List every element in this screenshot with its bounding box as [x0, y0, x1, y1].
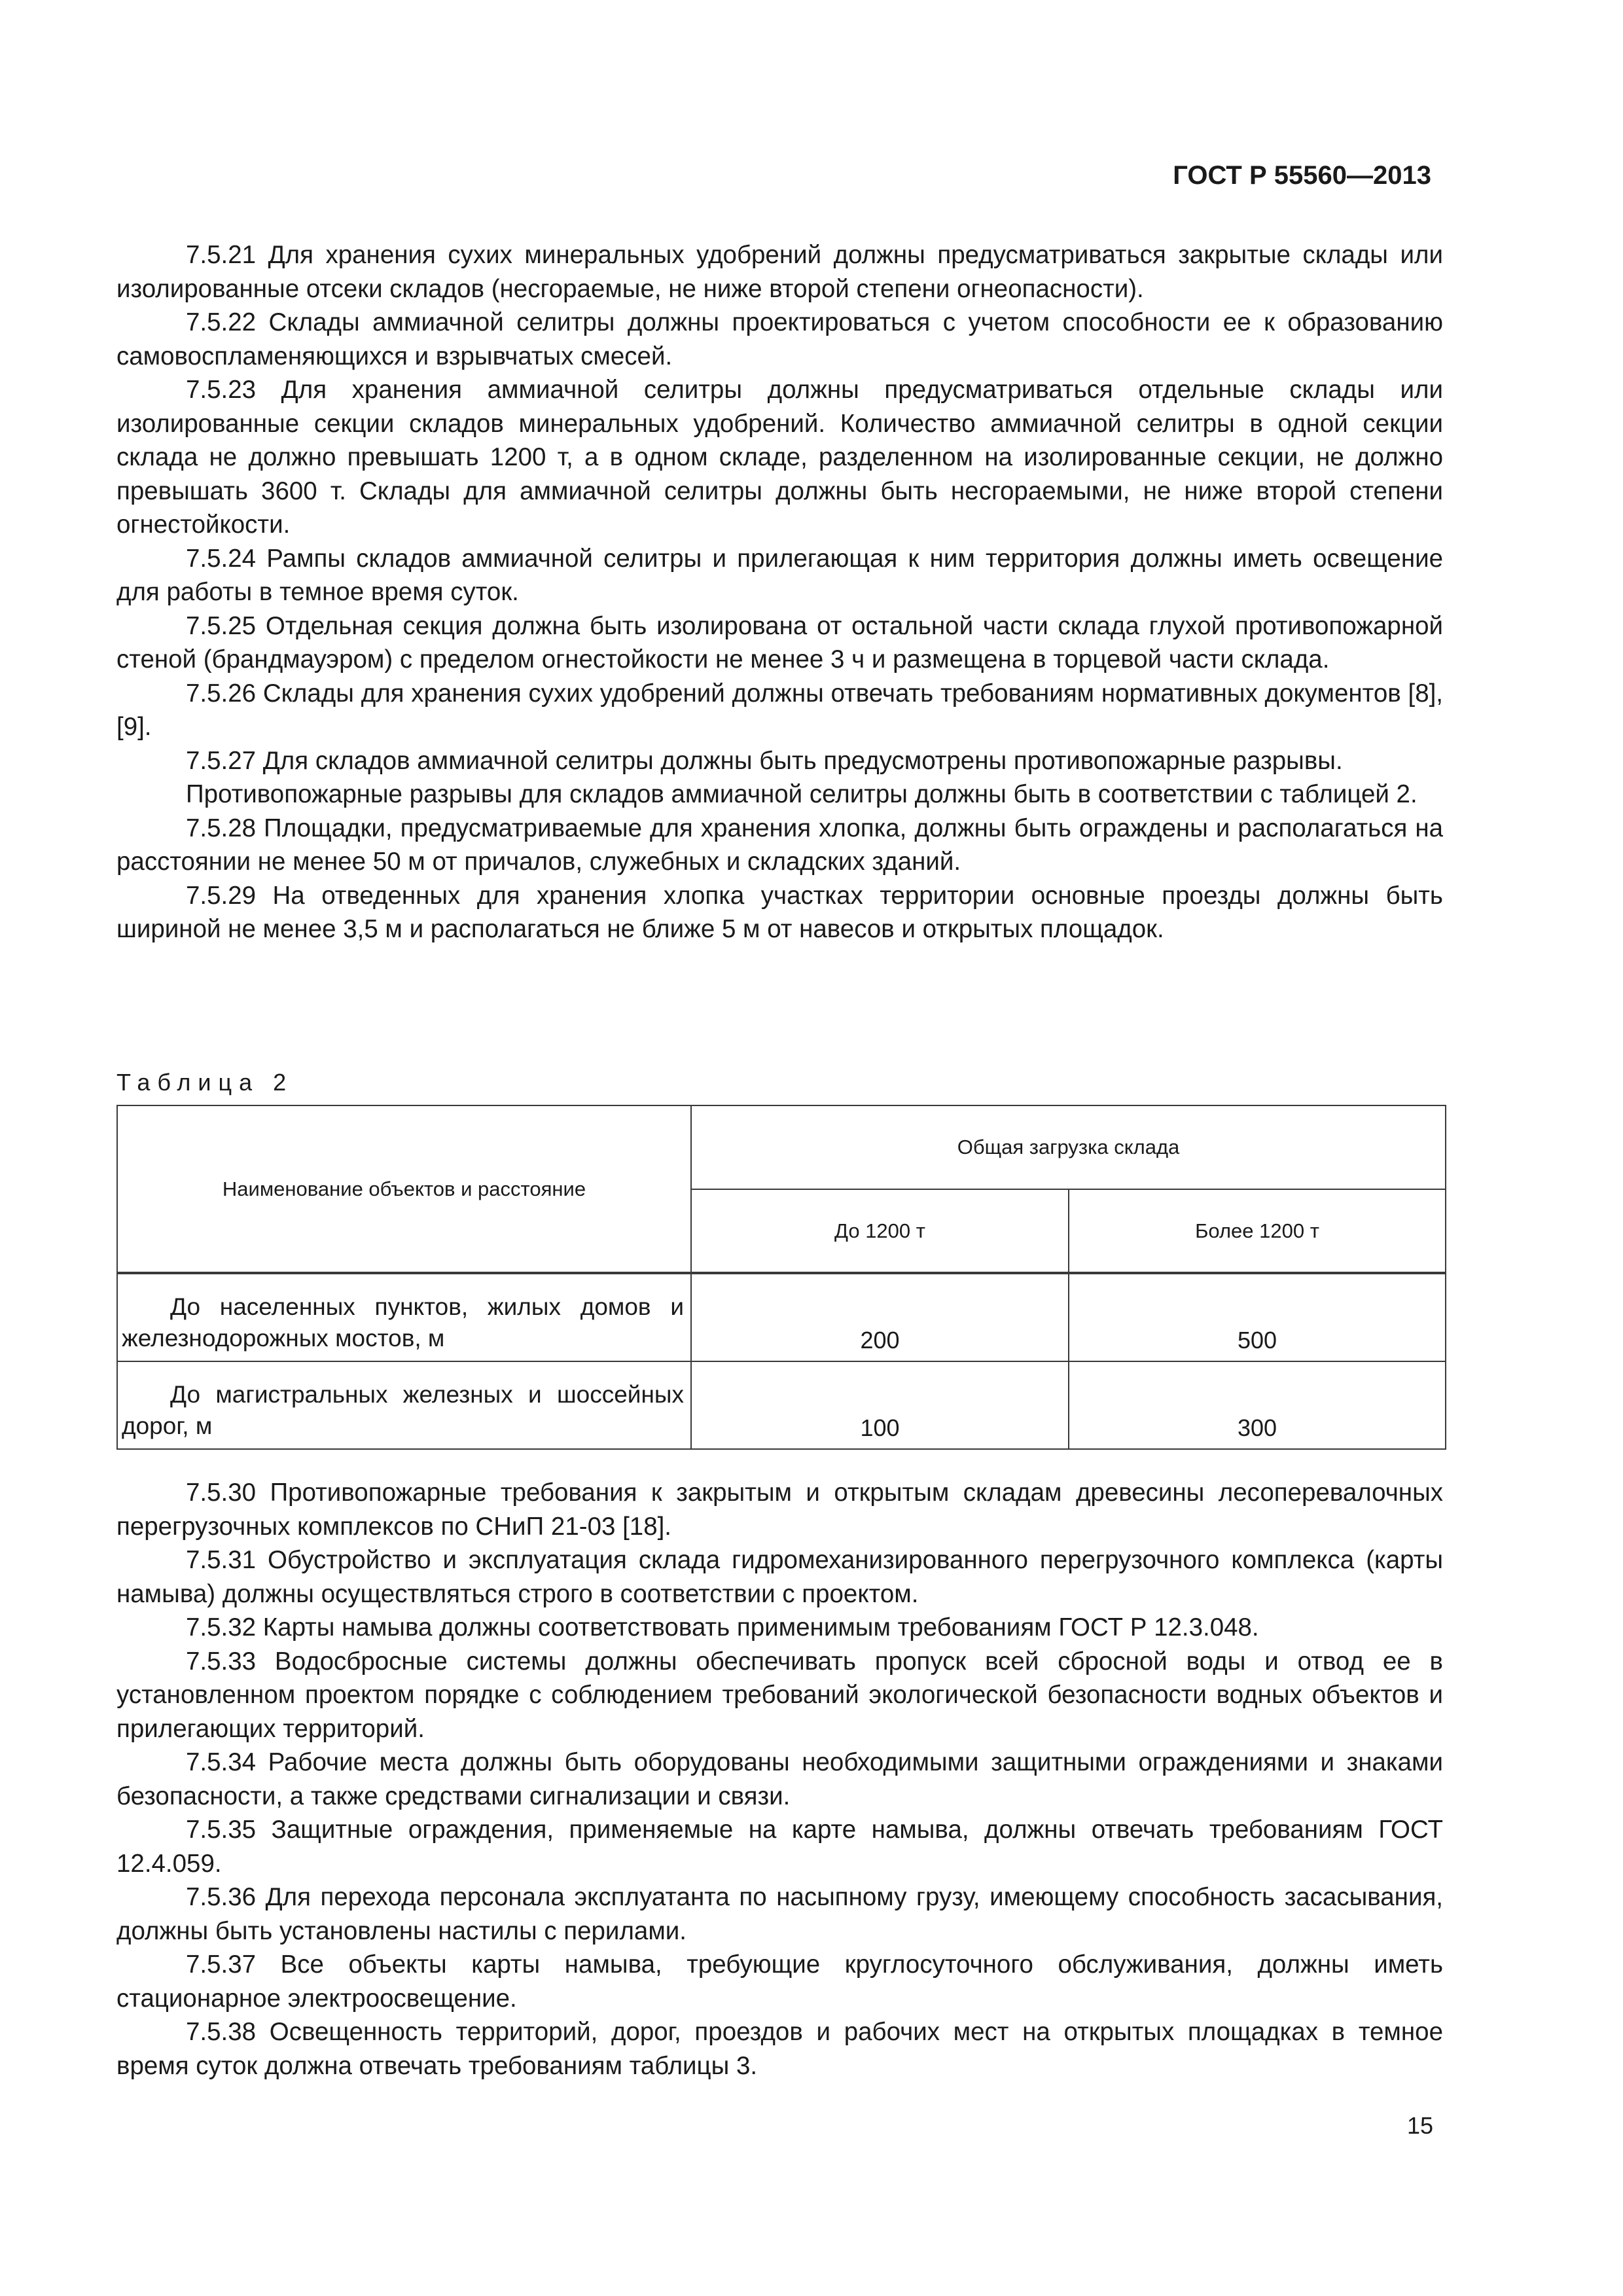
row-name-text: До населенных пунктов, жилых домов и железнодорожных мостов, м	[122, 1293, 684, 1352]
paragraph: 7.5.36 Для перехода персонала эксплуатанта по насыпному грузу, имеющему способность засасывания, должны быть установлены настилы с перилами.	[116, 1883, 1443, 1945]
paragraphs-before-table	[116, 238, 1443, 946]
paragraph: 7.5.28 Площадки, предусматриваемые для хранения хлопка, должны быть ограждены и располагаться на расстоянии не менее 50 м от причалов, служебных и складских зданий.	[116, 814, 1443, 876]
row-value-cell: 500	[1069, 1273, 1446, 1361]
page-number: 15	[1406, 2112, 1433, 2139]
header-col2-cell: Более 1200 т	[1069, 1189, 1446, 1273]
header-group-cell: Общая загрузка склада	[691, 1105, 1446, 1189]
row-name-text: До магистральных железных и шоссейных дорог, м	[122, 1381, 684, 1439]
table-row	[117, 1273, 1446, 1361]
header-name-cell: Наименование объектов и расстояние	[117, 1105, 691, 1273]
paragraph: 7.5.24 Рампы складов аммиачной селитры и прилегающая к ним территория должны иметь освещение для работы в темное время суток.	[116, 544, 1443, 606]
paragraph: 7.5.32 Карты намыва должны соответствовать применимым требованиям ГОСТ Р 12.3.048.	[186, 1613, 1259, 1641]
distance-table	[116, 1105, 1446, 1450]
row-name-cell	[117, 1273, 691, 1361]
paragraph: 7.5.22 Склады аммиачной селитры должны проектироваться с учетом способности ее к образованию самовоспламеняющихся и взрывчатых смесей.	[116, 308, 1443, 370]
table-title: Таблица 2	[116, 1069, 294, 1096]
paragraph: 7.5.34 Рабочие места должны быть оборудованы необходимыми защитными ограждениями и знаками безопасности, а также средствами сигнализации и связи.	[116, 1748, 1443, 1810]
paragraph: 7.5.30 Противопожарные требования к закрытым и открытым складам древесины лесоперевалочных перегрузочных комплексов по СНиП 21-03 [18].	[116, 1479, 1443, 1541]
paragraph: 7.5.21 Для хранения сухих минеральных удобрений должны предусматриваться закрытые склады или изолированные отсеки складов (несгораемые, не ниже второй степени огнеопасности).	[116, 241, 1443, 303]
paragraph: 7.5.33 Водосбросные системы должны обеспечивать пропуск всей сбросной воды и отвод ее в установленном проектом порядке с соблюдением требований экологической безопасности водных объектов и прилегающих территорий.	[116, 1647, 1443, 1743]
row-value-cell: 300	[1069, 1361, 1446, 1449]
paragraph: 7.5.31 Обустройство и эксплуатация склада гидромеханизированного перегрузочного комплекса (карты намыва) должны осуществляться строго в соответствии с проектом.	[116, 1546, 1443, 1608]
paragraph: 7.5.35 Защитные ограждения, применяемые на карте намыва, должны отвечать требованиям ГОСТ 12.4.059.	[116, 1816, 1443, 1878]
row-value-cell: 200	[691, 1273, 1069, 1361]
paragraph: 7.5.37 Все объекты карты намыва, требующие круглосуточного обслуживания, должны иметь стационарное электроосвещение.	[116, 1950, 1443, 2013]
document-code: ГОСТ Р 55560—2013	[1173, 161, 1431, 190]
paragraph: 7.5.27 Для складов аммиачной селитры должны быть предусмотрены противопожарные разрывы.	[186, 746, 1343, 775]
table-header-row	[117, 1105, 1446, 1189]
paragraph: 7.5.26 Склады для хранения сухих удобрений должны отвечать требованиям нормативных документов [8], [9].	[116, 679, 1443, 741]
paragraph: 7.5.23 Для хранения аммиачной селитры должны предусматриваться отдельные склады или изолированные секции складов минеральных удобрений. Количество аммиачной селитры в одной секции склада не должно превышать 1200 т, а в одном складе, разделенном на изолированные секции, не должно превышать 3600 т. Склады для аммиачной селитры должны быть несгораемыми, не ниже второй степени огнестойкости.	[116, 376, 1443, 539]
row-name-cell	[117, 1361, 691, 1449]
paragraphs-after-table	[116, 1476, 1443, 2083]
paragraph: 7.5.25 Отдельная секция должна быть изолирована от остальной части склада глухой противопожарной стеной (брандмауэром) с пределом огнестойкости не менее 3 ч и размещена в торцевой части склада.	[116, 611, 1443, 673]
paragraph: 7.5.38 Освещенность территорий, дорог, проездов и рабочих мест на открытых площадках в темное время суток должна отвечать требованиям таблицы 3.	[116, 2018, 1443, 2080]
table-row	[117, 1361, 1446, 1449]
paragraph: Противопожарные разрывы для складов аммиачной селитры должны быть в соответствии с таблицей 2.	[186, 780, 1418, 808]
row-value-cell: 100	[691, 1361, 1069, 1449]
paragraph: 7.5.29 На отведенных для хранения хлопка участках территории основные проезды должны быть шириной не менее 3,5 м и располагаться не ближе 5 м от навесов и открытых площадок.	[116, 881, 1443, 943]
header-col1-cell: До 1200 т	[691, 1189, 1069, 1273]
